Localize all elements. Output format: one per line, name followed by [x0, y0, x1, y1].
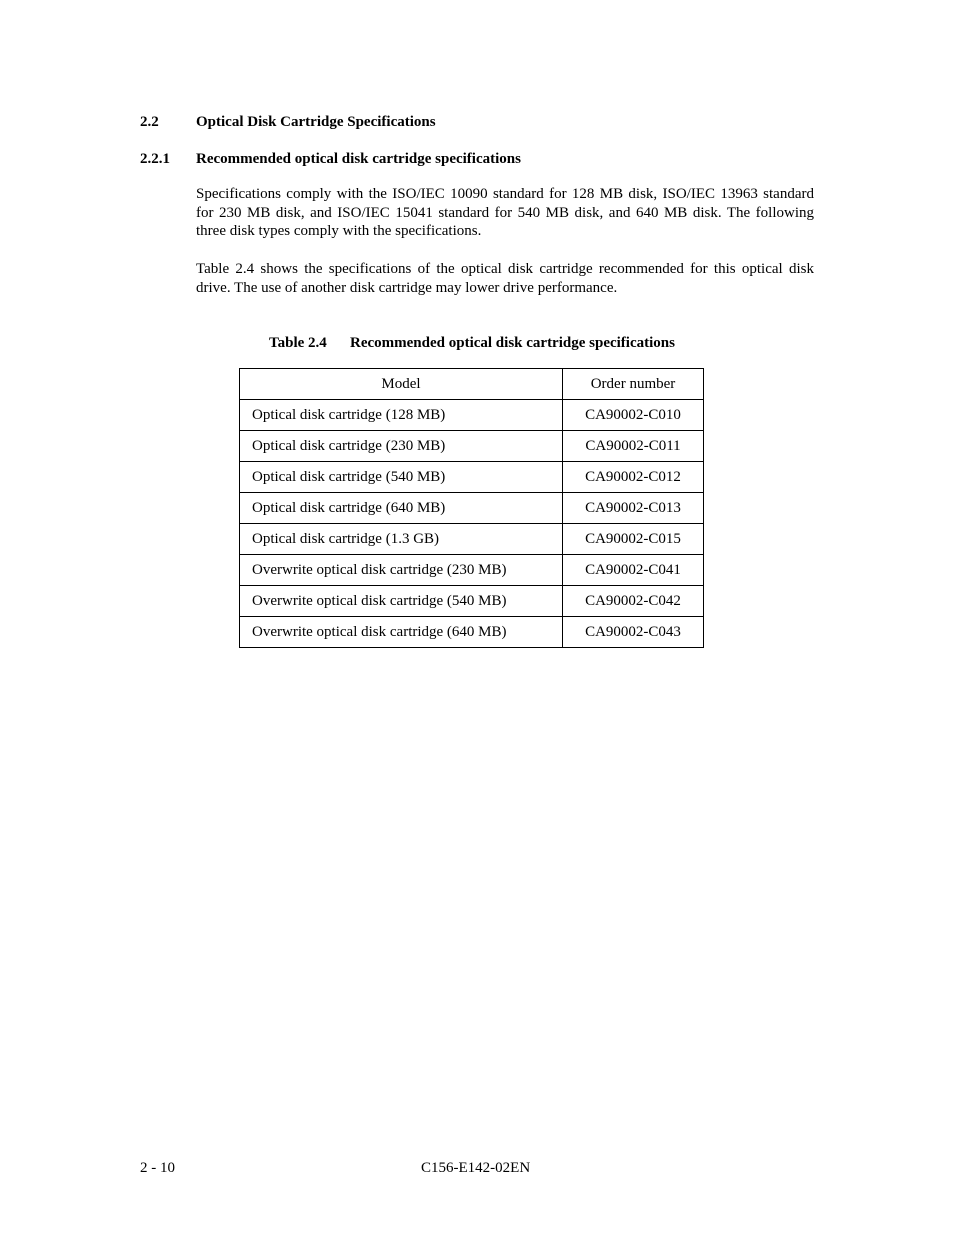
table-row: [240, 493, 704, 524]
table-header-row: [240, 369, 704, 400]
order-number-cell: CA90002-C012: [563, 462, 704, 493]
section-title: Optical Disk Cartridge Specifications: [196, 114, 436, 130]
model-cell: Optical disk cartridge (230 MB): [240, 431, 563, 462]
paragraph-standards: Specifications comply with the ISO/IEC 10090 standard for 128 MB disk, ISO/IEC 13963 standard for 230 MB disk, and ISO/IEC 15041 standard for 540 MB disk, and 640 MB disk. The following three disk types comply with the specifications.: [196, 186, 814, 239]
model-cell: Overwrite optical disk cartridge (640 MB): [240, 617, 563, 648]
subsection-title: Recommended optical disk cartridge specifications: [196, 151, 521, 167]
model-cell: Optical disk cartridge (540 MB): [240, 462, 563, 493]
model-cell: Overwrite optical disk cartridge (540 MB): [240, 586, 563, 617]
order-number-cell: CA90002-C011: [563, 431, 704, 462]
table-row: [240, 586, 704, 617]
subsection-number: 2.2.1: [140, 151, 170, 167]
table-row: [240, 431, 704, 462]
table-row: [240, 524, 704, 555]
paragraph-table-intro: Table 2.4 shows the specifications of the optical disk cartridge recommended for this optical disk drive. The use of another disk cartridge may lower drive performance.: [196, 261, 814, 296]
cartridge-spec-table: [239, 368, 704, 648]
order-number-cell: CA90002-C010: [563, 400, 704, 431]
model-cell: Overwrite optical disk cartridge (230 MB): [240, 555, 563, 586]
order-number-cell: CA90002-C013: [563, 493, 704, 524]
table-caption-title: Recommended optical disk cartridge specifications: [350, 335, 675, 351]
model-cell: Optical disk cartridge (128 MB): [240, 400, 563, 431]
column-header-order-number: Order number: [563, 369, 704, 400]
page-number: 2 - 10: [140, 1160, 175, 1176]
table-row: [240, 400, 704, 431]
order-number-cell: CA90002-C041: [563, 555, 704, 586]
model-cell: Optical disk cartridge (1.3 GB): [240, 524, 563, 555]
section-number: 2.2: [140, 114, 159, 130]
model-cell: Optical disk cartridge (640 MB): [240, 493, 563, 524]
order-number-cell: CA90002-C042: [563, 586, 704, 617]
table-row: [240, 617, 704, 648]
document-code: C156-E142-02EN: [421, 1160, 531, 1176]
table-caption-label: Table 2.4: [269, 335, 327, 351]
order-number-cell: CA90002-C015: [563, 524, 704, 555]
table-row: [240, 555, 704, 586]
column-header-model: Model: [240, 369, 563, 400]
table-row: [240, 462, 704, 493]
order-number-cell: CA90002-C043: [563, 617, 704, 648]
